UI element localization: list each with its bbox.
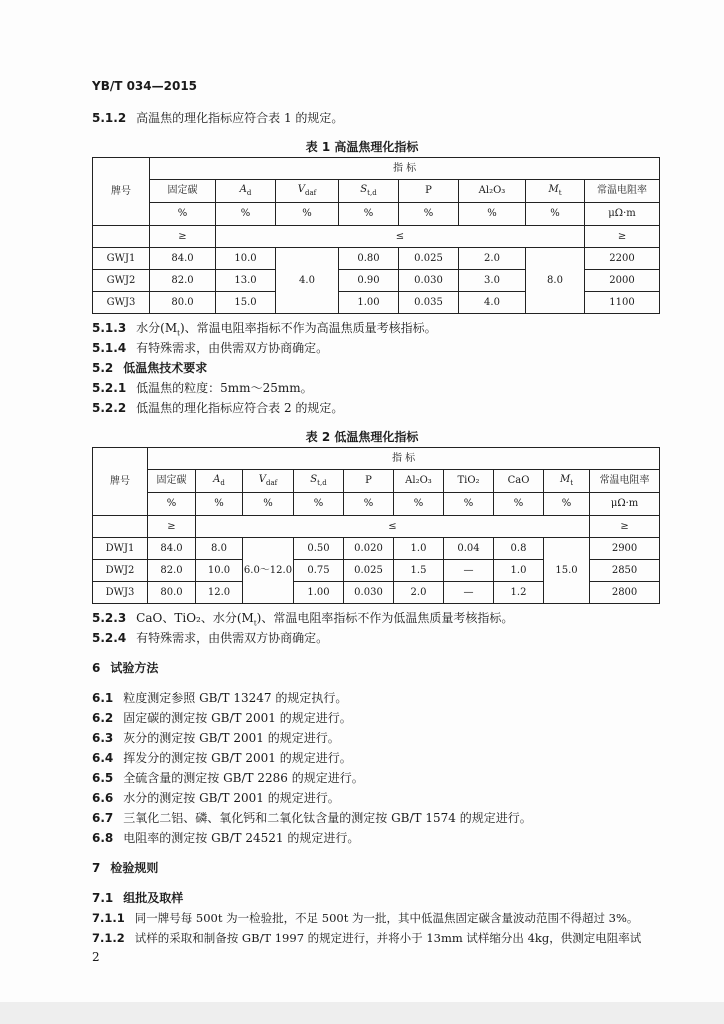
clause-7-1-1: 7.1.1 同一牌号每 500t 为一检验批，不足 500t 为一批，其中低温焦固定碳含量波动范围不得超过 3%。 [92,911,639,925]
clause-6-1: 6.1 粒度测定参照 GB/T 13247 的规定执行。 [92,691,348,705]
col-ash: $A_d$ [196,470,243,493]
clause-5-1-2: 5.1.2 高温焦的理化指标应符合表 1 的规定。 [92,111,344,125]
clause-5-2-3: 5.2.3 CaO、TiO₂、水分$(M_t)$、常温电阻率指标不作为低温焦质量考核指标。 [92,611,514,628]
index-group-header: 指 标 [148,448,660,470]
table-1-high-temp-coke [92,157,660,314]
col-phosphorus: P [344,470,394,493]
col-moisture: $M_t$ [544,470,590,493]
col-phosphorus: P [399,180,459,203]
clause-5-2: 5.2 低温焦技术要求 [92,361,208,375]
mt-merged: 8.0 [526,248,585,314]
unit-pct: % [344,493,394,516]
clause-5-1-4: 5.1.4 有特殊需求，由供需双方协商确定。 [92,341,329,355]
col-volatile: $V_{daf}$ [276,180,339,203]
clause-7-1: 7.1 组批及取样 [92,891,184,905]
mt-merged: 15.0 [544,538,590,604]
clause-6-8: 6.8 电阻率的测定按 GB/T 24521 的规定进行。 [92,831,360,845]
unit-resistivity: μΩ·m [585,203,660,226]
col-sulfur: $S_{t,d}$ [294,470,344,493]
ge-symbol: ≥ [150,226,216,248]
col-fixed-carbon: 固定碳 [148,470,196,493]
table-row: GWJ2 82.0 13.0 0.90 0.030 3.0 2000 [93,270,660,292]
unit-pct: % [196,493,243,516]
empty-cell [93,516,148,538]
table-1-caption: 表 1 高温焦理化指标 [305,140,419,154]
table-row: GWJ1 84.0 10.0 4.0 0.80 0.025 2.0 8.0 2200 [93,248,660,270]
page-number: 2 [92,950,100,964]
ge-symbol: ≥ [148,516,196,538]
unit-pct: % [544,493,590,516]
ge-symbol: ≥ [585,226,660,248]
le-symbol: ≤ [216,226,585,248]
clause-6-6: 6.6 水分的测定按 GB/T 2001 的规定进行。 [92,791,340,805]
col-volatile: $V_{daf}$ [243,470,294,493]
clause-6-2: 6.2 固定碳的测定按 GB/T 2001 的规定进行。 [92,711,352,725]
col-alumina: Al₂O₃ [394,470,444,493]
table-2-caption: 表 2 低温焦理化指标 [305,430,419,444]
section-7-heading: 7 检验规则 [92,861,159,875]
unit-pct: % [526,203,585,226]
unit-resistivity: μΩ·m [590,493,660,516]
standard-code-header: YB/T 034—2015 [92,79,198,93]
vdaf-merged: 6.0～12.0 [243,538,294,604]
table-2-low-temp-coke [92,447,660,604]
col-ash: $A_d$ [216,180,276,203]
clause-6-3: 6.3 灰分的测定按 GB/T 2001 的规定进行。 [92,731,340,745]
clause-6-5: 6.5 全硫含量的测定按 GB/T 2286 的规定进行。 [92,771,364,785]
vdaf-merged: 4.0 [276,248,339,314]
col-alumina: Al₂O₃ [459,180,526,203]
unit-pct: % [494,493,544,516]
col-sulfur: $S_{t,d}$ [339,180,399,203]
col-moisture: $M_t$ [526,180,585,203]
clause-5-2-1: 5.2.1 低温焦的粒度：5mm～25mm。 [92,381,313,395]
unit-pct: % [394,493,444,516]
clause-6-4: 6.4 挥发分的测定按 GB/T 2001 的规定进行。 [92,751,352,765]
ge-symbol: ≥ [590,516,660,538]
table-row: GWJ3 80.0 15.0 1.00 0.035 4.0 1100 [93,292,660,314]
unit-pct: % [294,493,344,516]
clause-5-2-4: 5.2.4 有特殊需求，由供需双方协商确定。 [92,631,329,645]
brand-header: 牌号 [93,448,148,516]
le-symbol: ≤ [196,516,590,538]
col-resistivity: 常温电阻率 [585,180,660,203]
brand-header: 牌号 [93,158,150,226]
table-row: DWJ1 84.0 8.0 6.0～12.0 0.50 0.020 1.0 0.04 0.8 15.0 2900 [93,538,660,560]
clause-7-1-2: 7.1.2 试样的采取和制备按 GB/T 1997 的规定进行，并将小于 13mm 试样缩分出 4kg，供测定电阻率试 [92,931,642,945]
col-titania: TiO₂ [444,470,494,493]
unit-pct: % [243,493,294,516]
table-row: DWJ2 82.0 10.0 0.75 0.025 1.5 — 1.0 2850 [93,560,660,582]
unit-pct: % [399,203,459,226]
clause-5-1-3: 5.1.3 水分$(M_t)$、常温电阻率指标不作为高温焦质量考核指标。 [92,321,437,338]
unit-pct: % [216,203,276,226]
unit-pct: % [459,203,526,226]
index-group-header: 指 标 [150,158,660,180]
clause-5-2-2: 5.2.2 低温焦的理化指标应符合表 2 的规定。 [92,401,344,415]
table-row: DWJ3 80.0 12.0 1.00 0.030 2.0 — 1.2 2800 [93,582,660,604]
col-resistivity: 常温电阻率 [590,470,660,493]
section-6-heading: 6 试验方法 [92,661,159,675]
bottom-margin-bar [0,1002,724,1024]
empty-cell [93,226,150,248]
unit-pct: % [150,203,216,226]
clause-6-7: 6.7 三氧化二铝、磷、氧化钙和二氧化钛含量的测定按 GB/T 1574 的规定进行。 [92,811,532,825]
col-cao: CaO [494,470,544,493]
unit-pct: % [148,493,196,516]
unit-pct: % [339,203,399,226]
unit-pct: % [276,203,339,226]
unit-pct: % [444,493,494,516]
col-fixed-carbon: 固定碳 [150,180,216,203]
